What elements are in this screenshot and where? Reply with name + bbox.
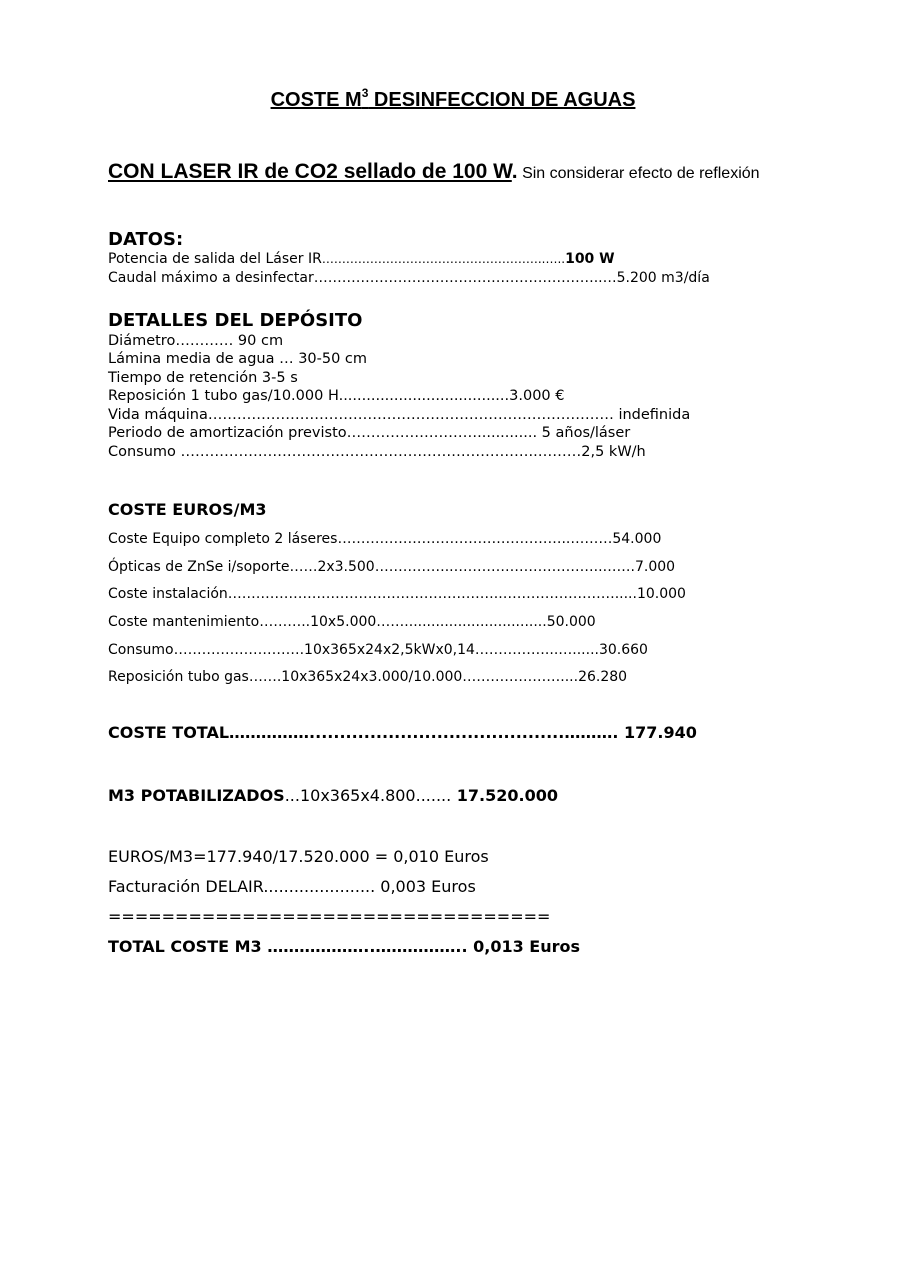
total-coste-m3: TOTAL COSTE M3 ………………..…………….. 0,013 Euros xyxy=(108,937,581,956)
facturacion-line: Facturación DELAIR...................... 0,003 Euros xyxy=(108,877,476,896)
coste-total-label: COSTE TOTAL xyxy=(108,723,230,742)
coste-line: Consumo……………………….10x365x24x2,5kWx0,14……………...…......30.660 xyxy=(108,642,648,658)
subtitle-bold: CON LASER IR de CO2 sellado de 100 W xyxy=(108,160,512,183)
m3-value: 17.520.000 xyxy=(451,786,558,805)
deposito-line: Reposición 1 tubo gas/10.000 H.....................................3.000 € xyxy=(108,388,565,404)
coste-total-value: 177.940 xyxy=(618,723,697,742)
title-rest: DESINFECCION DE AGUAS xyxy=(368,89,636,111)
deposito-line: Vida máquina………………………………………………………………………… indefinida xyxy=(108,407,691,423)
separator-line: ================================= xyxy=(108,907,551,926)
coste-line: Reposición tubo gas…….10x365x24x3.000/10.000…………………....26.280 xyxy=(108,669,628,685)
deposito-line: Consumo ………………………………………………………………..………2,5 kW/h xyxy=(108,444,646,460)
potencia-label: Potencia de salida del Láser IR xyxy=(108,251,322,267)
subtitle-dot: . xyxy=(511,160,518,183)
coste-line: Coste instalación…………………………………………………..…………………….....10.000 xyxy=(108,586,686,602)
m3-potabilizados xyxy=(108,786,558,805)
m3-calc: ...10x365x4.800....... xyxy=(284,786,452,805)
deposito-line: Tiempo de retención 3-5 s xyxy=(108,370,298,386)
deposito-line: Periodo de amortización previsto………………………............. 5 años/láser xyxy=(108,425,631,441)
subtitle xyxy=(108,160,760,184)
datos-heading: DATOS: xyxy=(108,229,184,250)
euros-m3-line: EUROS/M3=177.940/17.520.000 = 0,010 Euros xyxy=(108,847,489,866)
coste-total xyxy=(108,723,697,742)
title-main: COSTE M xyxy=(270,89,362,111)
subtitle-note: Sin considerar efecto de reflexión xyxy=(517,165,760,182)
deposito-line: Lámina media de agua … 30-50 cm xyxy=(108,351,368,367)
datos-line-potencia xyxy=(108,251,615,267)
potencia-value: 100 W xyxy=(565,251,615,267)
costes-heading: COSTE EUROS/M3 xyxy=(108,500,267,519)
m3-label: M3 POTABILIZADOS xyxy=(108,786,285,805)
potencia-dots: ………………………………………………..….. xyxy=(321,252,566,266)
coste-total-dots: ……………..........................................………. xyxy=(229,723,619,742)
coste-line: Coste Equipo completo 2 láseres…………………………………………..………54.000 xyxy=(108,531,662,547)
deposito-line: Diámetro………… 90 cm xyxy=(108,333,284,349)
deposito-heading: DETALLES DEL DEPÓSITO xyxy=(108,310,363,331)
coste-line: Coste mantenimiento………..10x5.000……................................50.000 xyxy=(108,614,596,630)
coste-line: Ópticas de ZnSe i/soporte……2x3.500……………..…………………………..…….7.000 xyxy=(108,559,676,575)
datos-line-caudal: Caudal máximo a desinfectar……………………………………………………..…5.200 m3/día xyxy=(108,270,710,286)
page-title xyxy=(0,86,906,112)
title-superscript: 3 xyxy=(361,86,369,100)
